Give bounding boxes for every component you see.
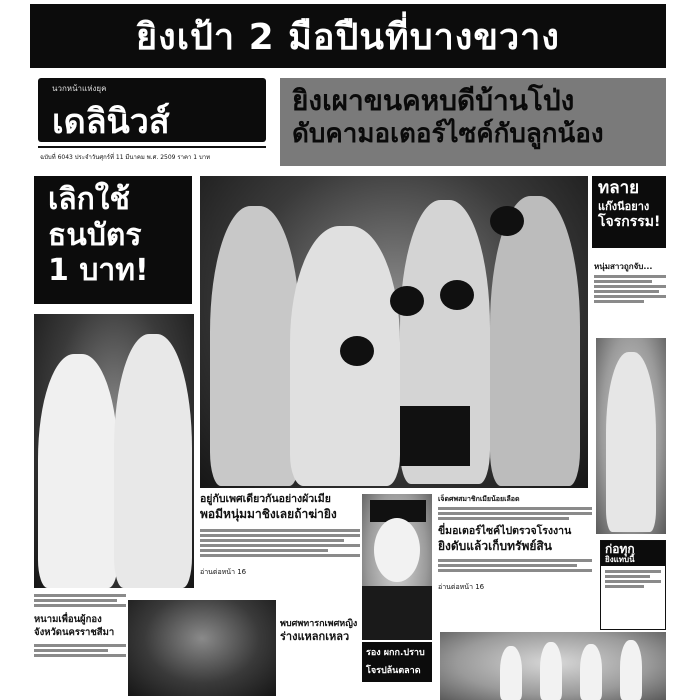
boxing-glove-4 bbox=[490, 206, 524, 236]
center-story bbox=[200, 494, 360, 614]
soldier-figure-4 bbox=[620, 640, 642, 700]
center-story-headline-2: พอมีหนุ่มมาชิงเลยถ้าฆ่ายิง bbox=[200, 507, 337, 522]
right-man-photo bbox=[596, 338, 666, 534]
left-box-line-2: ธนบัตร bbox=[48, 217, 142, 253]
right-mid-jump: อ่านต่อหน้า 16 bbox=[438, 582, 485, 591]
portrait-caption-2: โจรปล้นตลาด bbox=[366, 666, 421, 676]
right-mid-story bbox=[438, 494, 592, 628]
woman-portrait-face bbox=[374, 518, 420, 582]
left-two-men-photo bbox=[34, 314, 194, 588]
left-man-figure bbox=[38, 354, 118, 588]
boxing-glove-2 bbox=[390, 286, 424, 316]
masthead-tagline: นวกหน้าแห่งยุค bbox=[52, 84, 107, 93]
center-story-body bbox=[200, 527, 360, 559]
index-body bbox=[601, 566, 665, 592]
bottom-center-headline-2: ร่างแหลกเหลว bbox=[280, 630, 350, 644]
right-box-line-3: โจรกรรม! bbox=[598, 214, 661, 231]
soldier-figure-3 bbox=[580, 644, 602, 700]
boxer-left-figure bbox=[210, 206, 300, 486]
banner-headline-box bbox=[30, 4, 666, 68]
right-mid-kicker: เจ็ดศพสมาชิกเมียน้อยเลือด bbox=[438, 495, 520, 503]
right-mid-body bbox=[438, 557, 592, 574]
boxer-far-right-figure bbox=[490, 196, 580, 486]
bottom-center-story bbox=[280, 620, 360, 666]
boxing-photo bbox=[200, 176, 588, 488]
masthead-name: เดลินิวส์ bbox=[52, 102, 170, 142]
bottom-left-headline-1: หนามเพื่อนผู้กอง bbox=[34, 614, 102, 625]
masthead-issue-line: ฉบับที่ 6043 ประจำวันศุกร์ที่ 11 มีนาคม พ.ศ. 2509 ราคา 1 บาท bbox=[40, 154, 211, 161]
right-headline-box bbox=[592, 176, 666, 248]
left-box-line-3: 1 บาท! bbox=[48, 253, 149, 288]
soldiers-photo bbox=[440, 632, 666, 700]
right-man-figure bbox=[606, 352, 656, 532]
bottom-center-headline-1: พบศพทารกเพศหญิง bbox=[280, 619, 358, 629]
center-story-headline-1: อยู่กับเพศเดียวกันอย่างผัวเมีย bbox=[200, 493, 331, 505]
right-caption-text: หนุ่มสาวถูกจับ... bbox=[594, 262, 653, 271]
soldier-figure-1 bbox=[500, 646, 522, 700]
bottom-left-headline-2: จังหวัดนครราชสีมา bbox=[34, 626, 115, 638]
lead-story-headline-2: ดับคามอเตอร์ไซค์กับลูกน้อง bbox=[292, 119, 604, 150]
masthead-rule bbox=[38, 146, 266, 148]
left-box-line-1: เลิกใช้ bbox=[48, 182, 130, 217]
woman-portrait-photo bbox=[362, 494, 432, 640]
portrait-caption-box bbox=[362, 642, 432, 682]
right-box-line-2: แก๊งนีอยาง bbox=[598, 199, 650, 213]
index-title-1: ก่อทุก bbox=[605, 542, 635, 556]
bottom-left-body bbox=[34, 642, 126, 659]
right-mid-headline-2: ยิงดับแล้วเก็บทรัพย์สิน bbox=[438, 539, 552, 554]
boxing-glove-1 bbox=[340, 336, 374, 366]
right-man-figure-2 bbox=[114, 334, 192, 588]
index-title-2: ยิงแทบนี้ bbox=[605, 554, 635, 564]
right-mid-body-top bbox=[438, 505, 592, 522]
masthead bbox=[30, 72, 272, 170]
woman-portrait-shoulders bbox=[362, 586, 432, 640]
lead-story-headline-1: ยิงเผาขนคหบดีบ้านโป่ง bbox=[292, 84, 575, 117]
masthead-logo-box bbox=[38, 78, 266, 142]
right-mid-headline-1: ขี่มอเตอร์ไซค์ไปตรวจโรงงาน bbox=[438, 525, 572, 537]
banner-headline: ยิงเป้า 2 มือปืนที่บางขวาง bbox=[136, 16, 560, 58]
boxing-glove-3 bbox=[440, 280, 474, 310]
boxer-shorts bbox=[400, 406, 470, 466]
portrait-caption-1: รอง ผกก.ปราบ bbox=[366, 648, 425, 658]
index-box bbox=[600, 540, 666, 630]
lead-story-headline-box bbox=[280, 78, 666, 166]
bottom-left-body-top bbox=[34, 592, 126, 609]
index-title-box bbox=[601, 541, 665, 566]
right-column-caption bbox=[594, 254, 666, 334]
left-headline-box bbox=[34, 176, 192, 304]
center-story-jump: อ่านต่อหน้า 16 bbox=[200, 567, 247, 576]
right-caption-body bbox=[594, 273, 666, 305]
soldier-figure-2 bbox=[540, 642, 562, 700]
bottom-left-story bbox=[34, 592, 126, 700]
wreckage-photo bbox=[128, 600, 276, 696]
right-box-line-1: ทลาย bbox=[598, 178, 640, 198]
